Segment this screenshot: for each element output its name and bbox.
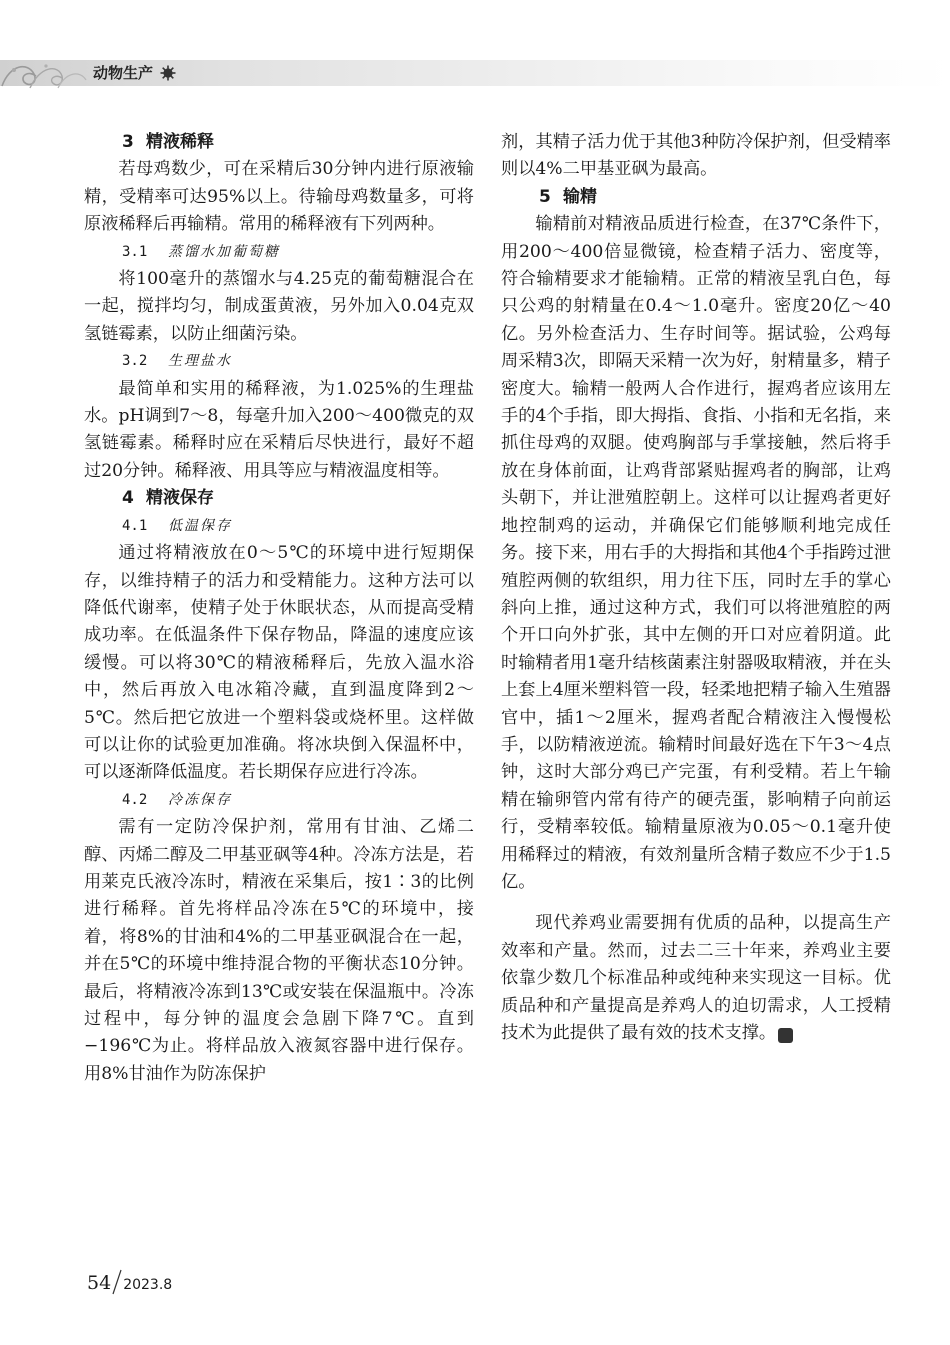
paragraph: 通过将精液放在0～5℃的环境中进行短期保存，以维持精子的活力和受精能力。这种方法可以降低代谢率，使精子处于休眠状态，从而提高受精成功率。在低温条件下保存物品，降温的速度应该缓慢。可以将30℃的精液稀释后，先放入温水浴中，然后再放入电冰箱冷藏，直到温度降到2～5℃。然后把它放进一个塑料袋或烧杯里。这样做可以让你的试验更加准确。将冰块倒入保温杯中，可以逐渐降低温度。若长期保存应进行冷冻。 — [84, 543, 474, 783]
end-mark-icon: N — [778, 1028, 793, 1043]
left-column — [84, 129, 474, 1088]
paragraph: 将100毫升的蒸馏水与4.25克的葡萄糖混合在一起，搅拌均匀，制成蛋黄液，另外加入0.04克双氢链霉素，以防止细菌污染。 — [84, 269, 474, 344]
paragraph-continued: 剂，其精子活力优于其他3种防冷保护剂，但受精率则以4%二甲基亚砜为最高。 — [501, 132, 891, 180]
ornament-icon — [0, 56, 90, 92]
subheading-4-1: 4.1 低温保存 — [122, 517, 232, 534]
heading-5: 5 输精 — [539, 186, 597, 207]
subheading-3-2: 3.2 生理盐水 — [122, 353, 232, 370]
page-number: 54 — [87, 1272, 112, 1294]
heading-4: 4 精液保存 — [122, 488, 214, 509]
closing-paragraph: 现代养鸡业需要拥有优质的品种，以提高生产效率和产量。然而，过去二三十年来，养鸡业主要依靠少数几个标准品种或纯种来实现这一目标。优质品种和产量提高是养鸡人的迫切需求，人工授精技术为此提供了最有效的技术支撑。 N — [501, 913, 891, 1043]
paragraph: 输精前对精液品质进行检查，在37℃条件下，用200～400倍显微镜，检查精子活力、密度等，符合输精要求才能输精。正常的精液呈乳白色，每只公鸡的射精量在0.4～1.0毫升。密度20亿～40亿。另外检查活力、生存时间等。据试验，公鸡每周采精3次，即隔天采精一次为好，射精量多，精子密度大。输精一般两人合作进行，握鸡者应该用左手的4个手指，即大拇指、食指、小指和无名指，来抓住母鸡的双腿。使鸡胸部与手掌接触，然后将手放在身体前面，让鸡背部紧贴握鸡者的胸部，让鸡头朝下，并让泄殖腔朝上。这样可以让握鸡者更好地控制鸡的运动，并确保它们能够顺利地完成任务。接下来，用右手的大拇指和其他4个手指跨过泄殖腔两侧的软组织，用力往下压，同时左手的掌心斜向上推，通过这种方式，我们可以将泄殖腔的两个开口向外扩张，其中左侧的开口对应着阴道。此时输精者用1毫升结核菌素注射器吸取精液，并在头上套上4厘米塑料管一段，轻柔地把精子输入生殖器官中，插1～2厘米，握鸡者配合精液注入慢慢松手，以防精液逆流。输精时间最好选在下午3～4点钟，这时大部分鸡已产完蛋，有利受精。若上午输精在输卵管内常有待产的硬壳蛋，影响精子向前运行，受精率较低。输精量原液为0.05～0.1毫升使用稀释过的精液，有效剂量所含精子数应不少于1.5亿。 — [501, 214, 891, 892]
subheading-3-1: 3.1 蒸馏水加葡萄糖 — [122, 243, 280, 260]
section-title: 动物生产 — [93, 64, 154, 82]
right-column — [501, 129, 891, 1047]
slash-divider-icon — [112, 1269, 122, 1295]
sun-icon — [160, 65, 176, 81]
subheading-4-2: 4.2 冷冻保存 — [122, 791, 232, 808]
issue-date: 2023.8 — [123, 1277, 173, 1293]
paragraph: 若母鸡数少，可在采精后30分钟内进行原液输精，受精率可达95%以上。待输母鸡数量多，可将原液稀释后再输精。常用的稀释液有下列两种。 — [84, 159, 474, 235]
paragraph: 需有一定防冷保护剂，常用有甘油、乙烯二醇、丙烯二醇及二甲基亚砜等4种。冷冻方法是，若用莱克氏液冷冻时，精液在采集后，按1∶3的比例进行稀释。首先将样品冷冻在5℃的环境中，接着，将8%的甘油和4%的二甲基亚砜混合在一起，并在5℃的环境中维持混合物的平衡状态10分钟。最后，将精液冷冻到13℃或安装在保温瓶中。冷冻过程中，每分钟的温度会急剧下降7℃。直到−196℃为止。将样品放入液氮容器中进行保存。用8%甘油作为防冻保护 — [84, 817, 474, 1084]
page-footer — [87, 1263, 172, 1293]
paragraph: 最简单和实用的稀释液，为1.025%的生理盐水。pH调到7～8，每毫升加入200～400微克的双氢链霉素。稀释时应在采精后尽快进行，最好不超过20分钟。稀释液、用具等应与精液温度相等。 — [84, 378, 474, 481]
heading-3: 3 精液稀释 — [122, 132, 214, 152]
